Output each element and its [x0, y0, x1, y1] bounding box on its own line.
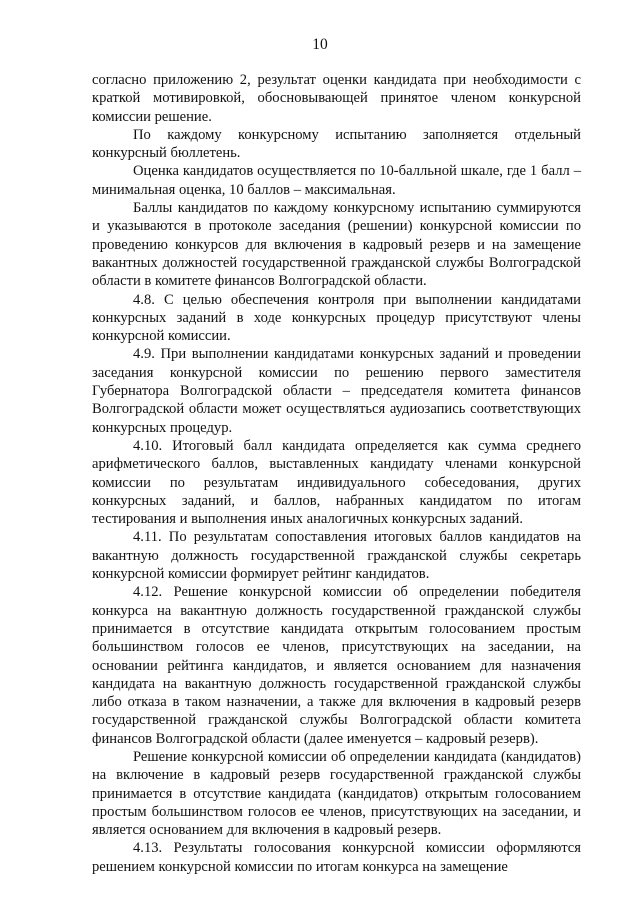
- paragraph-4-12: 4.12. Решение конкурсной комиссии об определении победителя конкурса на вакантную должность государственной гражданской службы принимается в отсутствие кандидата открытым голосованием простым большинством голосов ее членов, присутствующих на заседании, на основании рейтинга кандидатов, и является основанием для назначения кандидата на вакантную должность государственной гражданской службы либо отказа в таком назначении, а также для включения в кадровый резерв государственной гражданской службы Волгоградской области комитета финансов Волгоградской области (далее именуется – кадровый резерв).: [92, 584, 581, 747]
- paragraph-continuation: согласно приложению 2, результат оценки кандидата при необходимости с краткой мотивировкой, обосновывающей принятое членом конкурсной комиссии решение.: [92, 72, 581, 125]
- paragraph-4-11: 4.11. По результатам сопоставления итоговых баллов кандидатов на вакантную должность государственной гражданской службы секретарь конкурсной комиссии формирует рейтинг кандидатов.: [92, 529, 581, 583]
- page-number: 10: [312, 36, 328, 53]
- paragraph-4-9: 4.9. При выполнении кандидатами конкурсных заданий и проведении заседания конкурсной комиссии по решению первого заместителя Губернатора Волгоградской области – председателя комитета финансов Волгоградской области может осуществляться аудиозапись соответствующих конкурсных процедур.: [92, 346, 581, 436]
- paragraph-scores-sum: Баллы кандидатов по каждому конкурсному испытанию суммируются и указываются в протоколе заседания (решении) конкурсной комиссии по проведению конкурсов для включения в кадровый резерв и на замещение вакантных должностей государственной гражданской службы Волгоградской области в комитете финансов Волгоградской области.: [92, 200, 581, 290]
- paragraph-ballot: По каждому конкурсному испытанию заполняется отдельный конкурсный бюллетень.: [92, 126, 581, 162]
- paragraph-4-10: 4.10. Итоговый балл кандидата определяется как сумма среднего арифметического баллов, выставленных кандидату членами конкурсной комиссии по результатам индивидуального собеседования, других конкурсных заданий, и баллов, набранных кандидатом по итогам тестирования и выполнения иных аналогичных конкурсных заданий.: [92, 437, 581, 528]
- paragraph-4-13: 4.13. Результаты голосования конкурсной комиссии оформляются решением конкурсной комиссии по итогам конкурса на замещение: [92, 840, 581, 875]
- paragraph-scale: Оценка кандидатов осуществляется по 10-балльной шкале, где 1 балл – минимальная оценка, 10 баллов – максимальная.: [92, 163, 581, 198]
- document-body: [92, 71, 581, 876]
- paragraph-reserve-decision: Решение конкурсной комиссии об определении кандидата (кандидатов) на включение в кадровый резерв государственной гражданской службы принимается в отсутствие кандидата (кандидатов) открытым голосованием простым большинством голосов ее членов, присутствующих на заседании, и является основанием для включения в кадровый резерв.: [92, 748, 581, 839]
- paragraph-4-8: 4.8. С целью обеспечения контроля при выполнении кандидатами конкурсных заданий в ходе конкурсных процедур присутствуют члены конкурсной комиссии.: [92, 291, 581, 345]
